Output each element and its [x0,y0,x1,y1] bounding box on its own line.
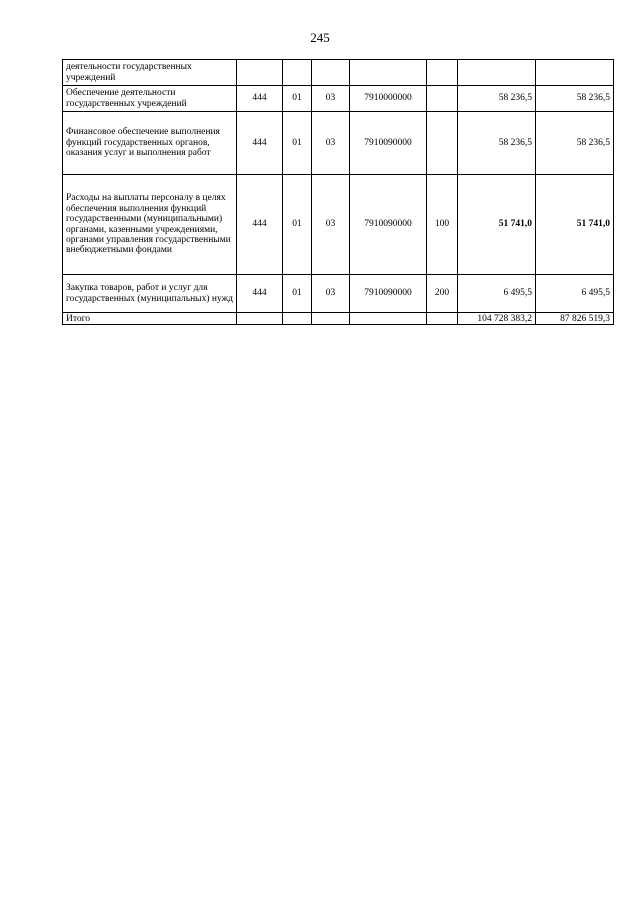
cell-target-article: 7910090000 [350,275,427,313]
cell-department-code [237,313,283,325]
cell-expense-type: 200 [427,275,458,313]
cell-amount-1: 104 728 383,2 [458,313,536,325]
table-row [63,175,614,275]
cell-section-code [283,313,312,325]
cell-name: Обеспечение деятельности государственных учреждений [63,86,237,112]
cell-target-article [350,313,427,325]
cell-department-code [237,60,283,86]
cell-department-code: 444 [237,275,283,313]
cell-subsection-code [312,60,350,86]
budget-table [62,59,614,325]
cell-section-code [283,60,312,86]
cell-expense-type: 100 [427,175,458,275]
cell-name: Финансовое обеспечение выполнения функций государственных органов, оказания услуг и выполнения работ [63,112,237,175]
cell-target-article [350,60,427,86]
cell-amount-2 [536,60,614,86]
cell-subsection-code: 03 [312,86,350,112]
cell-department-code: 444 [237,175,283,275]
cell-subsection-code: 03 [312,112,350,175]
cell-amount-1: 58 236,5 [458,86,536,112]
cell-amount-2: 6 495,5 [536,275,614,313]
page-number: 245 [310,30,330,45]
table-row [63,86,614,112]
cell-expense-type [427,313,458,325]
cell-expense-type [427,60,458,86]
cell-department-code: 444 [237,112,283,175]
cell-amount-2: 51 741,0 [536,175,614,275]
cell-target-article: 7910000000 [350,86,427,112]
cell-amount-1: 58 236,5 [458,112,536,175]
cell-section-code: 01 [283,275,312,313]
total-row [63,313,614,325]
cell-name: Закупка товаров, работ и услуг для государственных (муниципальных) нужд [63,275,237,313]
cell-section-code: 01 [283,175,312,275]
cell-name: деятельности государственных учреждений [63,60,237,86]
table-row [63,112,614,175]
cell-target-article: 7910090000 [350,112,427,175]
table-body [63,60,614,325]
cell-section-code: 01 [283,86,312,112]
cell-subsection-code: 03 [312,275,350,313]
cell-expense-type [427,112,458,175]
cell-amount-1: 51 741,0 [458,175,536,275]
cell-amount-1: 6 495,5 [458,275,536,313]
cell-amount-2: 87 826 519,3 [536,313,614,325]
table-row [63,275,614,313]
cell-name: Расходы на выплаты персоналу в целях обеспечения выполнения функций государственными (муниципальными) органами, казенными учреждениями, органами управления государственными внебюджетными фондами [63,175,237,275]
table-row [63,60,614,86]
cell-name: Итого [63,313,237,325]
cell-amount-1 [458,60,536,86]
cell-amount-2: 58 236,5 [536,86,614,112]
cell-target-article: 7910090000 [350,175,427,275]
cell-expense-type [427,86,458,112]
cell-section-code: 01 [283,112,312,175]
cell-subsection-code: 03 [312,175,350,275]
cell-department-code: 444 [237,86,283,112]
cell-subsection-code [312,313,350,325]
cell-amount-2: 58 236,5 [536,112,614,175]
